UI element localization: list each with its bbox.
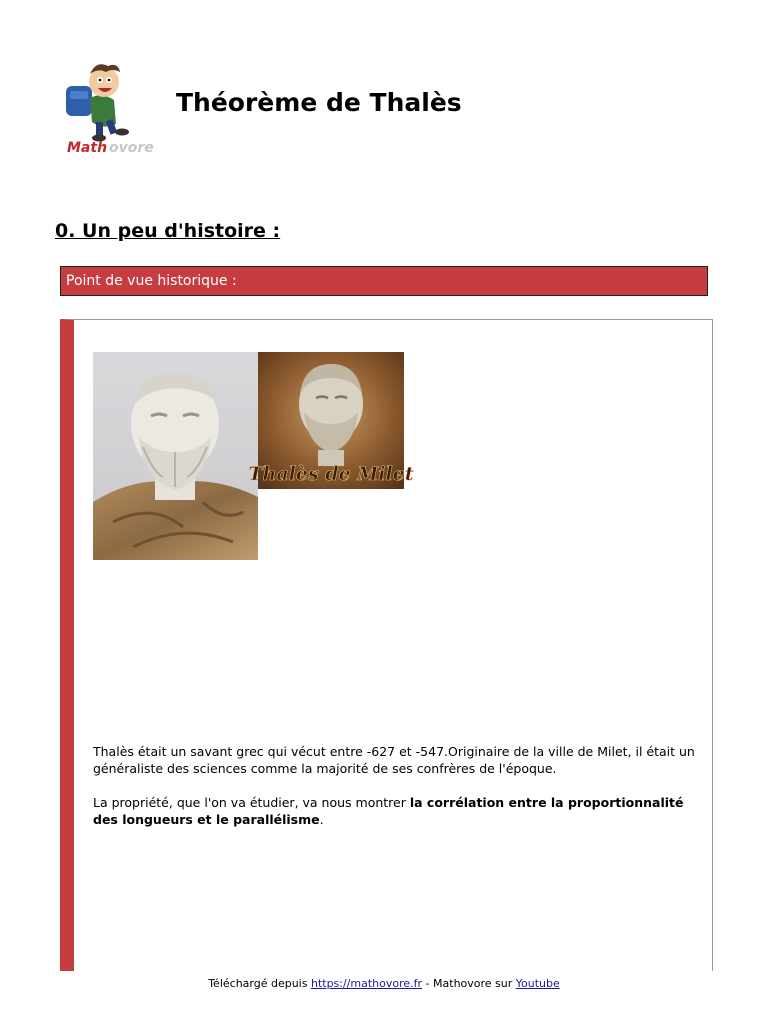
portrait-bust-image [93, 352, 258, 560]
footer-site-link[interactable]: https://mathovore.fr [310, 977, 423, 990]
paragraph-2-end: . [319, 812, 324, 827]
footer-youtube-link[interactable]: Youtube [515, 977, 560, 990]
footer-middle: - Mathovore sur [422, 977, 516, 990]
history-paragraph-2 [93, 794, 705, 828]
footer-prefix: Téléchargé depuis [208, 977, 311, 990]
portrait-caption: Thalès de Milet [248, 463, 414, 485]
callout-title: Point de vue historique : [66, 273, 237, 289]
paragraph-2-intro: La propriété, que l'on va étudier, va nous montrer [93, 795, 410, 810]
svg-text:Math: Math [67, 140, 108, 156]
section-heading: 0. Un peu d'histoire : [55, 220, 281, 242]
svg-text:ovore: ovore [109, 140, 154, 156]
page-footer [0, 977, 768, 990]
history-paragraph-1: Thalès était un savant grec qui vécut entre -627 et -547.Originaire de la ville de Milet, il était un généraliste des sciences comme la majorité de ses confrères de l'époque. [93, 744, 695, 776]
paragraph-2-bold: la corrélation entre la proportionnalité des longueurs et le parallélisme [93, 795, 684, 827]
mathovore-logo [62, 58, 162, 158]
callout-title-bar [60, 266, 708, 296]
portrait-thales-image [248, 352, 414, 489]
document-title: Théorème de Thalès [176, 88, 462, 117]
